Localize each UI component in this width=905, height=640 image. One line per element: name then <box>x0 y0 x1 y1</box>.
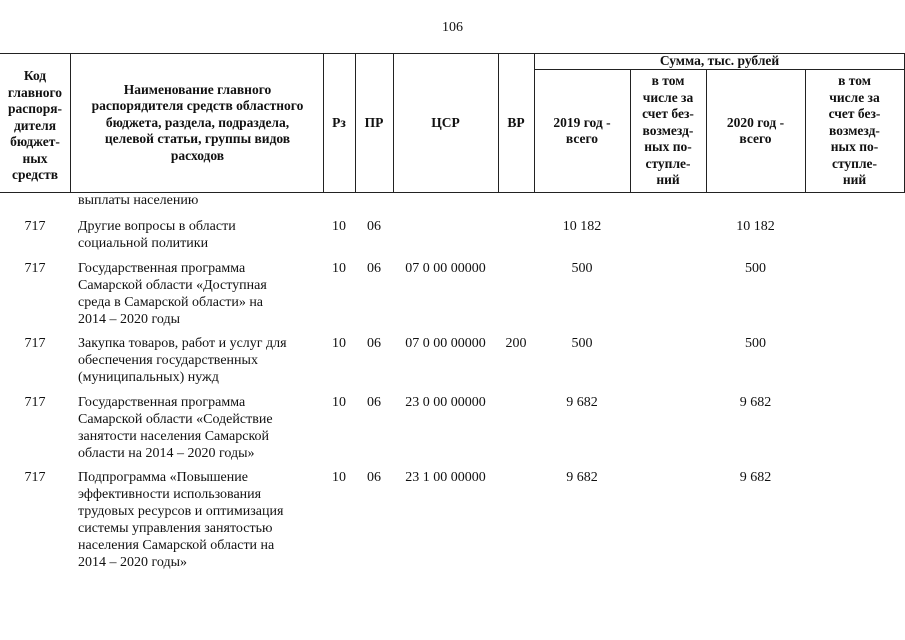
header-csr: ЦСР <box>431 114 460 130</box>
row-2019: 10 182 <box>562 219 602 234</box>
row-name: Государственная программа Самарской области «Содействие занятости населения Самарской области на 2014 – 2020 годы» <box>78 395 273 461</box>
row-2020: 9 682 <box>739 470 772 485</box>
row-pr: 06 <box>367 395 381 410</box>
row-csr: 23 1 00 00000 <box>405 470 486 485</box>
row-2019: 9 682 <box>566 395 598 410</box>
row-name: Закупка товаров, работ и услуг для обеспечения государственных (муниципальных) нужд <box>78 336 287 385</box>
header-sum: Сумма, тыс. рублей <box>659 52 780 68</box>
row-pr: 06 <box>367 261 381 276</box>
row-name: Государственная программа Самарской области «Доступная среда в Самарской области» на 2014 – 2020 годы <box>78 261 267 327</box>
header-name: Наименование главного распорядителя средств областного бюджета, раздела, подраздела, целевой статьи, группы видов расходов <box>91 81 304 163</box>
header-rz: Рз <box>332 114 346 130</box>
row-code: 717 <box>24 395 46 410</box>
row-2020: 500 <box>745 336 766 351</box>
header-code: Код главного распоря- дителя бюджет- ных средств <box>7 68 63 183</box>
row-csr: 07 0 00 00000 <box>405 336 486 351</box>
table-header <box>0 53 905 193</box>
continuation-text: выплаты населению <box>78 193 199 208</box>
row-vr: 200 <box>505 336 527 351</box>
header-2019-incl: в том числе за счет без- возмезд- ных по- ступле- ний <box>642 73 694 188</box>
row-rz: 10 <box>332 395 346 410</box>
row-csr: 07 0 00 00000 <box>405 261 486 276</box>
row-pr: 06 <box>367 336 381 351</box>
row-2020: 9 682 <box>739 395 772 410</box>
header-vr: ВР <box>507 114 525 130</box>
row-2019: 500 <box>571 336 593 351</box>
header-2019: 2019 год - всего <box>553 114 611 146</box>
row-code: 717 <box>24 219 46 234</box>
row-2020: 500 <box>745 261 766 276</box>
row-name: Другие вопросы в области социальной политики <box>78 219 236 251</box>
row-code: 717 <box>24 261 46 276</box>
row-2019: 500 <box>571 261 593 276</box>
row-csr: 23 0 00 00000 <box>405 395 486 410</box>
row-pr: 06 <box>367 219 381 234</box>
header-2020-incl: в том числе за счет без- возмезд- ных по- ступле- ний <box>828 73 881 188</box>
row-name: Подпрограмма «Повышение эффективности использования трудовых ресурсов и оптимизация системы управления занятостью населения Самарской области на 2014 – 2020 годы» <box>78 470 284 570</box>
row-rz: 10 <box>332 470 346 485</box>
header-2020: 2020 год - всего <box>726 114 785 146</box>
row-pr: 06 <box>367 470 381 485</box>
header-pr: ПР <box>364 114 384 130</box>
row-rz: 10 <box>332 219 346 234</box>
row-rz: 10 <box>332 336 346 351</box>
row-code: 717 <box>24 470 46 485</box>
page-number: 106 <box>442 20 463 35</box>
row-rz: 10 <box>332 261 346 276</box>
row-code: 717 <box>24 336 46 351</box>
row-2020: 10 182 <box>736 219 775 234</box>
row-2019: 9 682 <box>566 470 598 485</box>
